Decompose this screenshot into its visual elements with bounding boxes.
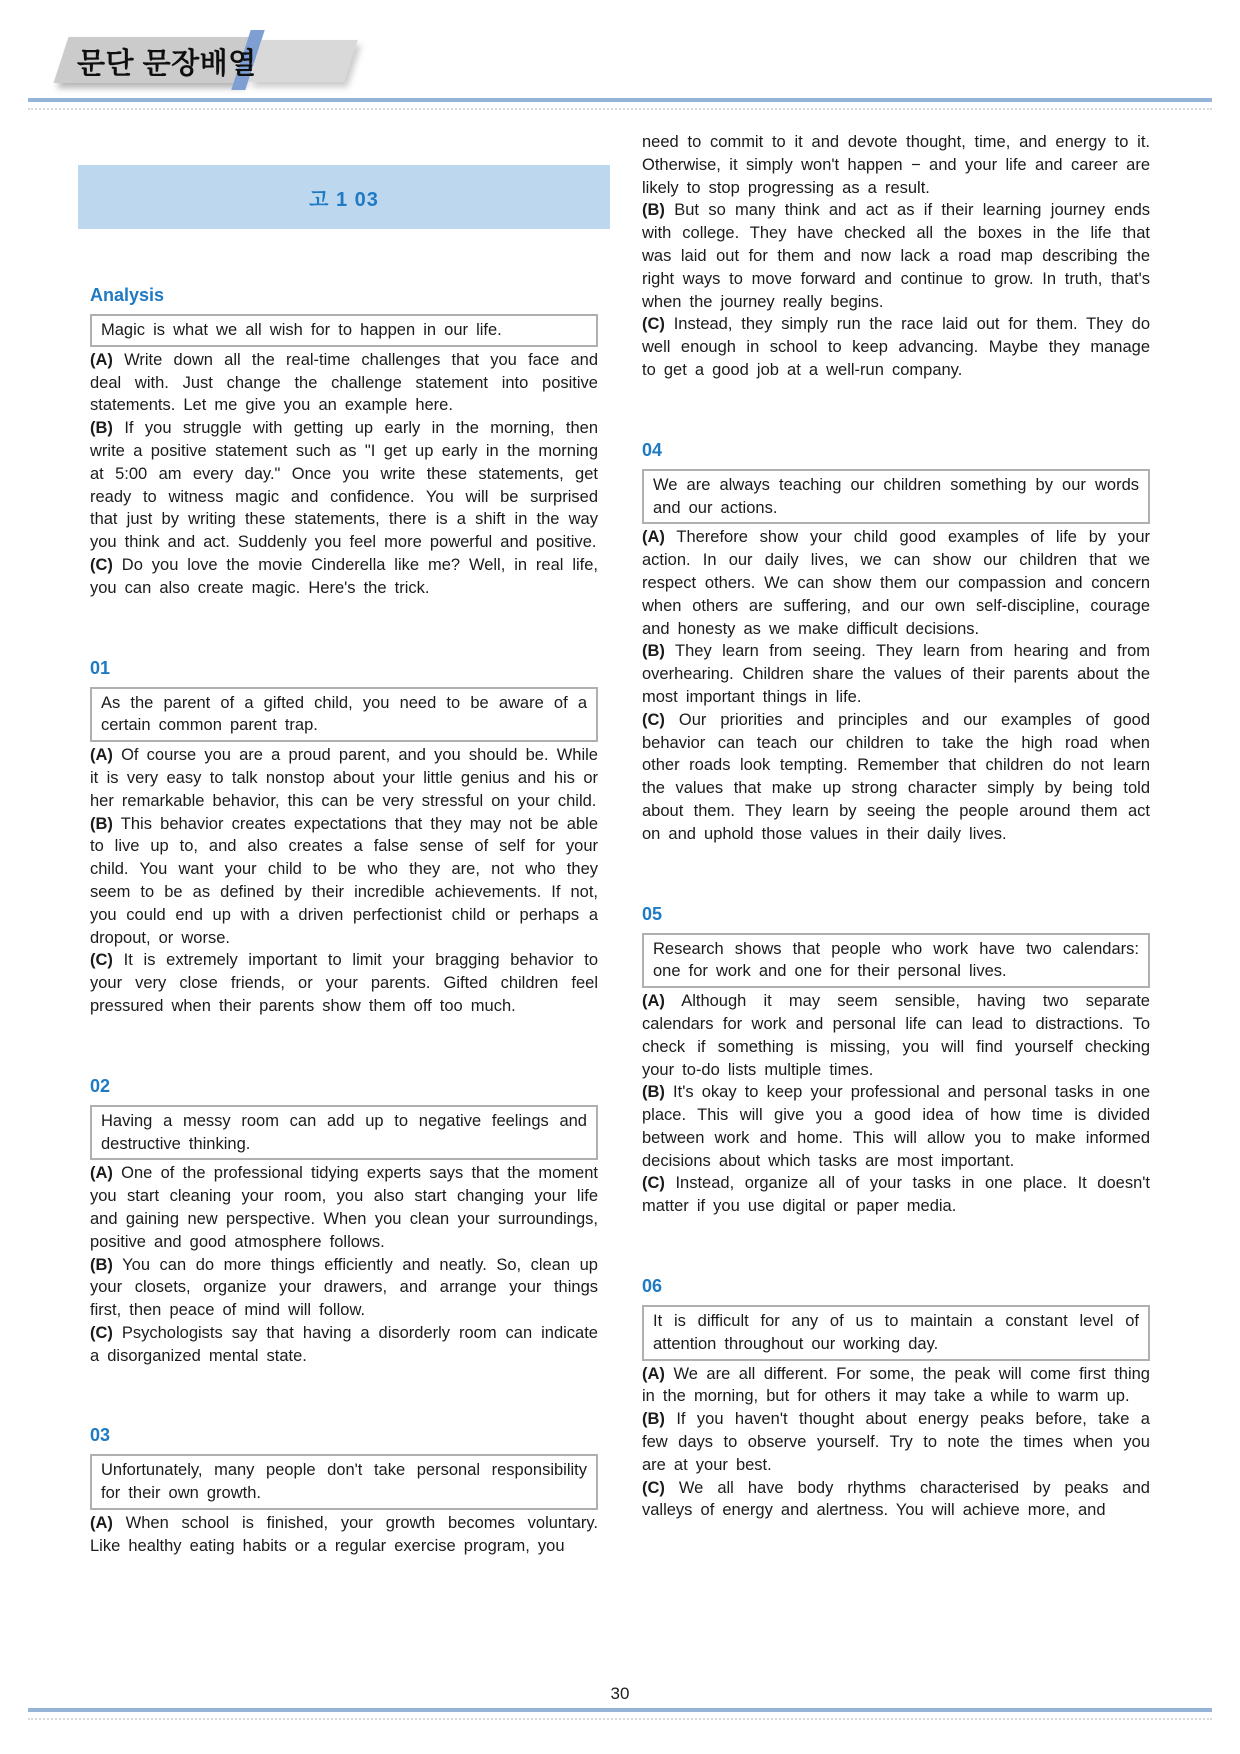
unit-badge <box>57 33 317 93</box>
question-06-key-sentence-box: It is difficult for any of us to maintain a constant level of attention throughout our working day. <box>642 1305 1150 1361</box>
analysis-paragraph-a: (A) Write down all the real-time challenges that you face and deal with. Just change the challenge statement into positive statements. Let me give you an example here. <box>90 350 598 415</box>
question-06-paragraph-a: (A) We are all different. For some, the peak will come first thing in the morning, but for others it may take a while to warm up. <box>642 1364 1150 1406</box>
question-03-paragraph-a-continued: need to commit to it and devote thought, time, and energy to it. Otherwise, it simply won't happen − and your life and career are likely to stop progressing as a result. <box>642 133 1150 197</box>
section-02 <box>90 1076 598 1368</box>
question-05-paragraph-c: (C) Instead, organize all of your tasks in one place. It doesn't matter if you use digital or paper media. <box>642 1174 1150 1216</box>
question-04-key-sentence-box: We are always teaching our children something by our words and our actions. <box>642 469 1150 525</box>
question-05-paragraph-a: (A) Although it may seem sensible, having two separate calendars for work and personal life can lead to distractions. To check if something is missing, you will find yourself checking your to-do lists multiple times. <box>642 992 1150 1079</box>
badge-parallelogram-tail <box>248 40 358 82</box>
section-05 <box>642 904 1150 1219</box>
question-06-paragraph-b: (B) If you haven't thought about energy peaks before, take a few days to observe yourself. Try to note the times when you are at your best. <box>642 1410 1150 1474</box>
question-05-heading: 05 <box>642 903 663 924</box>
section-03-continued <box>642 131 1150 382</box>
question-04-paragraph-b: (B) They learn from seeing. They learn from hearing and from overhearing. Children share the values of their parents about the most important things in life. <box>642 642 1150 706</box>
right-column <box>642 131 1150 1580</box>
question-01-paragraph-c: (C) It is extremely important to limit your bragging behavior to your very close friends, or your parents. Gifted children feel pressured when their parents show them off too much. <box>90 951 598 1015</box>
question-03-paragraph-b: (B) But so many think and act as if their learning journey ends with college. They have checked all the boxes in the life that was laid out for them and now lack a road map describing the right ways to move forward and continue to grow. In truth, that's when the journey really begins. <box>642 201 1150 311</box>
question-04-heading: 04 <box>642 439 663 460</box>
question-06-heading: 06 <box>642 1276 663 1297</box>
header-dotted-rule <box>28 108 1212 110</box>
lesson-title-box <box>78 165 610 229</box>
analysis-paragraph-b: (B) If you struggle with getting up early in the morning, then write a positive statement such as "I get up early in the morning at 5:00 am every day." Once you write these statements, get ready to witness magic and confidence. You will be surprised that just by writing these statements, there is a shift in the way you think and act. Suddenly you feel more powerful and positive. <box>90 419 598 552</box>
question-04-paragraph-a: (A) Therefore show your child good examples of life by your action. In our daily lives, we can show our children that we respect others. We can show them our compassion and concern when others are suffering, and our own self-discipline, courage and honesty as we make difficult decisions. <box>642 528 1150 638</box>
unit-badge-title: 문단 문장배열 <box>77 48 257 80</box>
header-rule <box>28 98 1212 102</box>
lesson-title: 고 1 03 <box>309 188 379 211</box>
question-01-paragraph-b: (B) This behavior creates expectations that they may not be able to live up to, and also creates a false sense of self for your child. You want your child to be who they are, not who they seem to be as defined by their incredible achievements. If not, you could end up with a driven perfectionist child or perhaps a dropout, or worse. <box>90 814 598 947</box>
section-04 <box>642 440 1150 846</box>
question-03-paragraph-a: (A) When school is finished, your growth becomes voluntary. Like healthy eating habits or a regular exercise program, you <box>90 1514 598 1555</box>
question-02-heading: 02 <box>90 1075 111 1096</box>
question-05-paragraph-b: (B) It's okay to keep your professional and personal tasks in one place. This will give you a good idea of how time is divided between work and home. This will allow you to make informed decisions about which tasks are most important. <box>642 1083 1150 1170</box>
section-01 <box>90 658 598 1018</box>
footer-dotted-rule <box>28 1718 1212 1720</box>
analysis-paragraph-c: (C) Do you love the movie Cinderella like me? Well, in real life, you can also create magic. Here's the trick. <box>90 555 598 597</box>
question-01-paragraph-a: (A) Of course you are a proud parent, and you should be. While it is very easy to talk nonstop about your little genius and his or her remarkable behavior, this can be very stressful on your child. <box>90 746 598 810</box>
question-03-heading: 03 <box>90 1425 111 1446</box>
question-01-heading: 01 <box>90 657 111 678</box>
question-02-paragraph-a: (A) One of the professional tidying experts says that the moment you start cleaning your room, you also start changing your life and gaining new perspective. When you clean your surroundings, positive and good atmosphere follows. <box>90 1164 598 1251</box>
left-column <box>90 285 598 1616</box>
page-number: 30 <box>610 1684 630 1703</box>
question-03-paragraph-c: (C) Instead, they simply run the race laid out for them. They do well enough in school to keep advancing. Maybe they manage to get a good job at a well-run company. <box>642 315 1150 379</box>
question-06-paragraph-c: (C) We all have body rhythms characterised by peaks and valleys of energy and alertness. You will achieve more, and <box>642 1478 1150 1520</box>
footer-rule <box>28 1708 1212 1712</box>
question-05-key-sentence-box: Research shows that people who work have two calendars: one for work and one for their personal lives. <box>642 933 1150 989</box>
section-analysis <box>90 285 598 600</box>
section-03 <box>90 1425 598 1557</box>
question-02-paragraph-b: (B) You can do more things efficiently and neatly. So, clean up your closets, organize your drawers, and arrange your things first, then peace of mind will follow. <box>90 1255 598 1320</box>
section-06 <box>642 1276 1150 1522</box>
analysis-heading: Analysis <box>90 285 165 305</box>
question-02-paragraph-c: (C) Psychologists say that having a disorderly room can indicate a disorganized mental state. <box>90 1323 598 1365</box>
question-01-key-sentence-box: As the parent of a gifted child, you need to be aware of a certain common parent trap. <box>90 687 598 743</box>
question-03-key-sentence-box: Unfortunately, many people don't take personal responsibility for their own growth. <box>90 1454 598 1510</box>
analysis-key-sentence-box: Magic is what we all wish for to happen in our life. <box>90 314 598 347</box>
question-04-paragraph-c: (C) Our priorities and principles and our examples of good behavior can teach our children to take the high road when other roads look tempting. Remember that children do not learn the values that make up strong character simply by being told about them. They learn by seeing the people around them act on and uphold those values in their daily lives. <box>642 710 1150 843</box>
question-02-key-sentence-box: Having a messy room can add up to negative feelings and destructive thinking. <box>90 1105 598 1161</box>
